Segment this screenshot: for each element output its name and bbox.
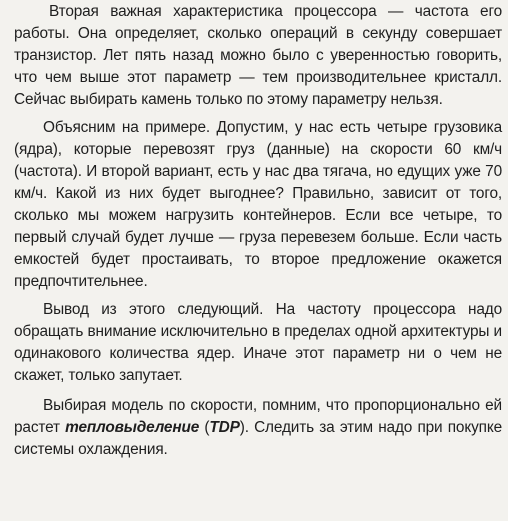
term-heat-dissipation: тепловыделение xyxy=(65,419,200,436)
tdp-text-after: ). Следить за этим надо при покупке системы охлаждения. xyxy=(14,419,502,458)
paragraph-frequency-intro: Вторая важная характеристика процессора — частота его работы. Она определяет, сколько операций в секунду совершает транзистор. Лет пять назад можно было с уверенностью говорить, что чем выше этот параметр — тем производительнее кристалл. Сейчас выбирать камень только по этому параметру нельзя. xyxy=(14,3,502,108)
paragraph-tdp xyxy=(14,395,502,461)
paragraph-trucks-example: Объясним на примере. Допустим, у нас есть четыре грузовика (ядра), которые перевозят груз (данные) на скорости 60 км/ч (частота). И второй вариант, есть у нас два тягача, но едущих уже 70 км/ч. Какой из них будет выгоднее? Правильно, зависит от того, сколько мы можем нагрузить контейнеров. Если все четыре, то первый случай будет лучше — груза перевезем больше. Если часть емкостей будет простаивать, то второе предложение окажется предпочтительнее. xyxy=(14,119,502,290)
tdp-text-before: Выбирая модель по скорости, помним, что пропорционально ей растет xyxy=(14,397,502,436)
paragraph-conclusion: Вывод из этого следующий. На частоту процессора надо обращать внимание исключительно в пределах одной архитектуры и одинакового количества ядер. Иначе этот параметр ни о чем не скажет, только запутает. xyxy=(14,301,502,384)
term-tdp: TDP xyxy=(209,419,240,436)
tdp-text-middle: ( xyxy=(199,419,210,436)
